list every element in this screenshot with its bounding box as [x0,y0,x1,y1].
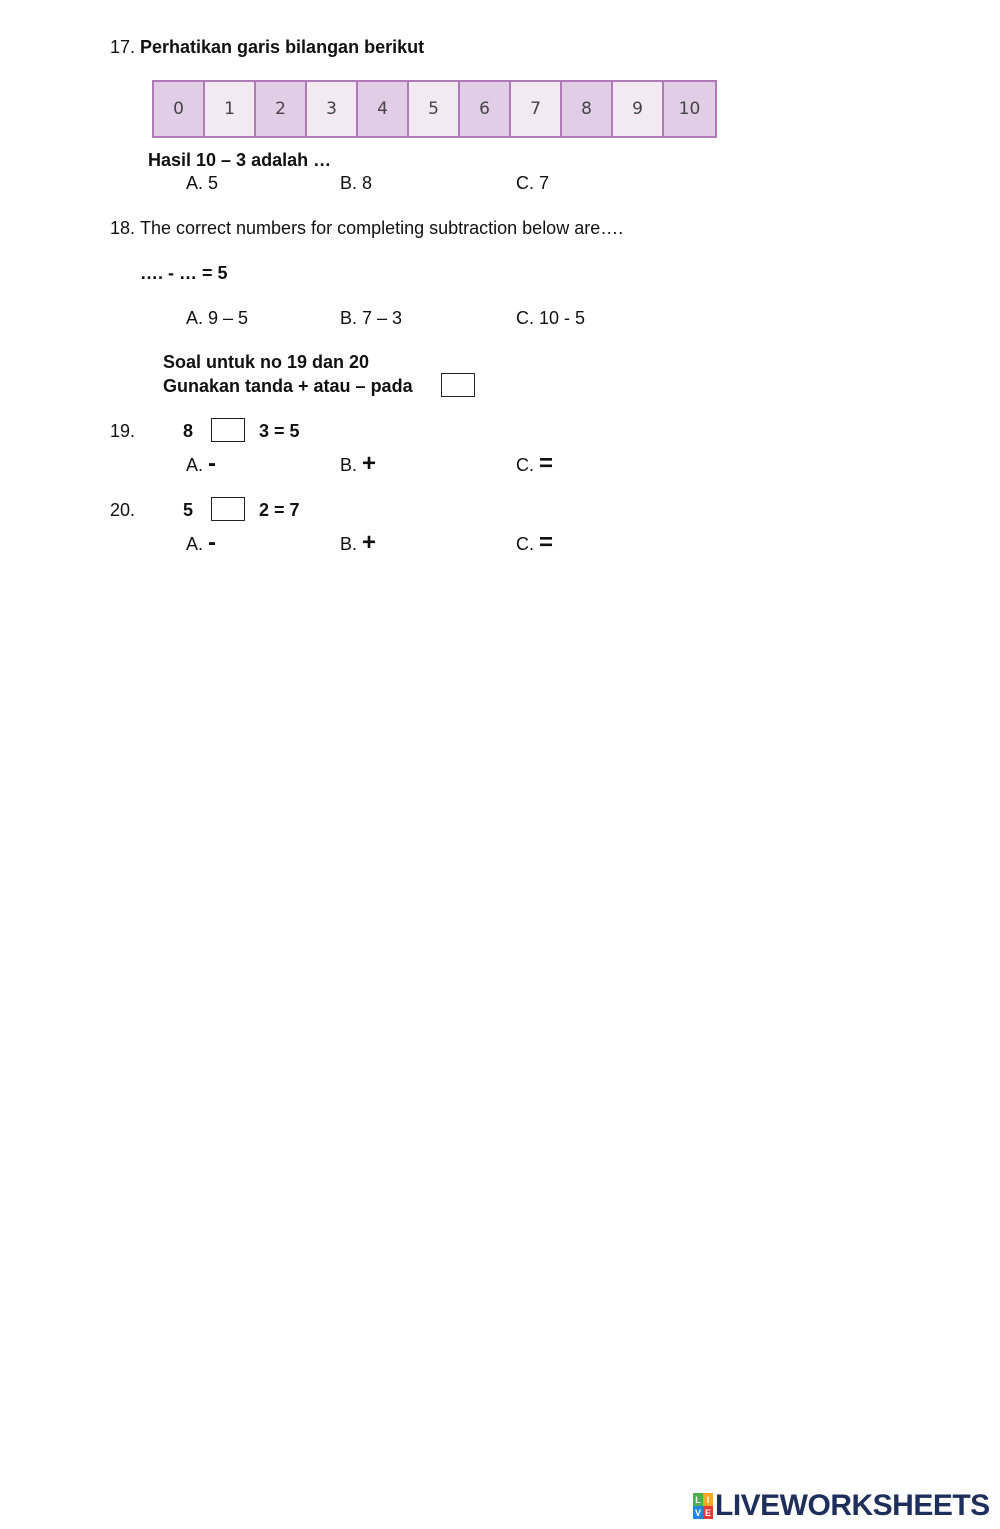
number-line-cell: 7 [511,82,562,136]
minus-symbol: - [208,450,217,477]
number-line-cell: 4 [358,82,409,136]
instruction-answer-box [441,373,475,397]
q18-prompt: The correct numbers for completing subtraction below are…. [140,218,624,238]
number-line-cell: 9 [613,82,664,136]
q18-number: 18. [110,218,136,238]
q20-option-a[interactable] [186,531,216,555]
minus-symbol: - [208,529,217,556]
q20-left-operand: 5 [183,500,194,520]
option-letter: B. [340,534,358,554]
logo-mark-letter: E [704,1507,711,1518]
q17-prompt: Perhatikan garis bilangan berikut [140,37,425,57]
number-line-cell: 8 [562,82,613,136]
q17-option-a[interactable]: A. 5 [186,173,219,193]
logo-mark-letter: I [703,1493,713,1506]
number-line-cell: 1 [205,82,256,136]
option-letter: C. [516,455,534,475]
q19-option-a[interactable] [186,452,216,476]
plus-symbol: + [362,450,377,477]
logo-text: LIVEWORKSHEETS [715,1489,990,1522]
number-line-cell: 0 [154,82,205,136]
equals-symbol: = [539,529,554,556]
number-line-cell: 3 [307,82,358,136]
q20-option-c[interactable] [516,531,553,555]
q18-equation: …. - … = 5 [140,263,228,283]
q20-right-side: 2 = 7 [259,500,300,520]
q17-question: Hasil 10 – 3 adalah … [148,150,332,170]
number-line-cell: 5 [409,82,460,136]
logo-mark-icon [693,1493,713,1519]
number-line-cell: 10 [664,82,715,136]
number-line-cell: 6 [460,82,511,136]
q17-option-c[interactable]: C. 7 [516,173,550,193]
instructions-line2: Gunakan tanda + atau – pada [163,376,413,396]
q19-option-b[interactable] [340,452,376,476]
number-line-cell: 2 [256,82,307,136]
q17-option-b[interactable]: B. 8 [340,173,373,193]
logo-mark-letter: L [693,1493,703,1506]
q17-number: 17. [110,37,136,57]
instructions-line1: Soal untuk no 19 dan 20 [163,352,370,372]
q19-number: 19. [110,421,136,441]
q18-option-b[interactable]: B. 7 – 3 [340,308,403,328]
q19-option-c[interactable] [516,452,553,476]
q20-option-b[interactable] [340,531,376,555]
q19-left-operand: 8 [183,421,194,441]
logo-mark-letter: V [694,1507,701,1518]
number-line [152,80,717,138]
q20-number: 20. [110,500,136,520]
option-letter: A. [186,455,204,475]
q18-option-a[interactable]: A. 9 – 5 [186,308,249,328]
q19-right-side: 3 = 5 [259,421,300,441]
q20-answer-box[interactable] [211,497,245,521]
liveworksheets-logo [693,1489,990,1523]
q19-answer-box[interactable] [211,418,245,442]
option-letter: A. [186,534,204,554]
equals-symbol: = [539,450,554,477]
q18-option-c[interactable]: C. 10 - 5 [516,308,586,328]
option-letter: B. [340,455,358,475]
plus-symbol: + [362,529,377,556]
option-letter: C. [516,534,534,554]
